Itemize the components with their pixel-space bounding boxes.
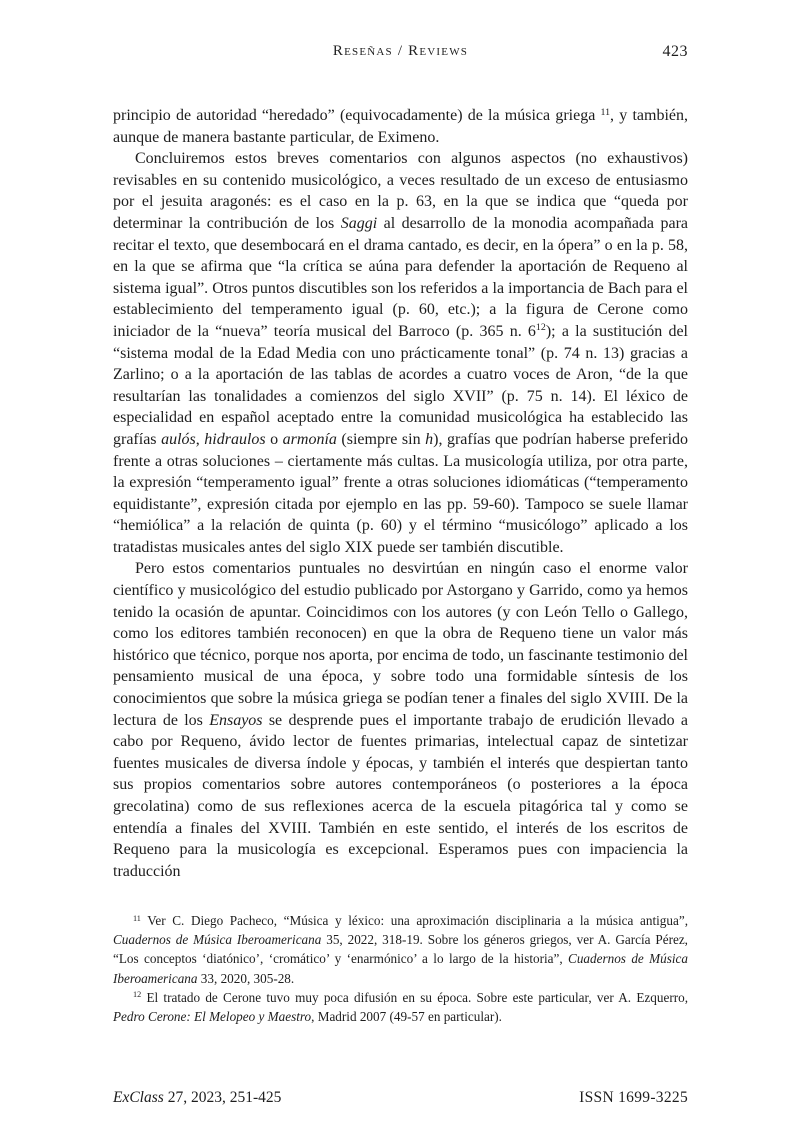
footnote [113, 988, 688, 1026]
journal-citation [113, 1089, 281, 1107]
italic-text: Cuadernos de Música Iberoamericana [113, 951, 688, 986]
paragraph [113, 148, 688, 558]
text-run: Pero estos comentarios puntuales no desvirtúan en ningún caso el enorme valor científico y musicológico del estudio publicado por Astorgano y Garrido, como ya hemos tenido la ocasión de apuntar. Coincidimos con los autores (y con León Tello o Gallego, como los editores también reconocen) en que la obra de Requeno tiene un valor más histórico que técnico, porque nos aporta, por encima de todo, un fascinante testimonio del pensamiento musical de una época, y sobre todo una formidable síntesis de los conocimientos que sobre la música griega se podían tener a finales del siglo XVIII. De la lectura de los [113, 560, 688, 729]
text-run: al desarrollo de la monodia acompañada para recitar el texto, que desembocará en el drama cantado, es decir, en la ópera” o en la p. 58, en la que se afirma que “la crítica se aúna para defender la aportación de Requeno al sistema igual”. Otros puntos discutibles son los referidos a la importancia de Bach para el establecimiento del temperamento igual (p. 60, etc.); a la figura de Cerone como iniciador de la “nueva” teoría musical del Barroco (p. 365 n. 6 [113, 214, 689, 340]
paragraph [113, 105, 688, 148]
text-run: , y también, aunque de manera bastante particular, de Eximeno. [113, 107, 688, 146]
italic-text: Pedro Cerone: El Melopeo y Maestro [113, 1009, 312, 1025]
italic-text: h [425, 430, 434, 448]
italic-text: Saggi [340, 214, 378, 232]
text-run: , Madrid 2007 (49-57 en particular). [311, 1009, 502, 1025]
footnote-ref: 12 [535, 322, 546, 334]
italic-text: ExClass [113, 1089, 164, 1106]
text-run: 35, 2022, 318-19. Sobre los géneros griegos, ver A. García Pérez, “Los conceptos ‘diatónico’, ‘cromático’ y ‘enarmónico’ a lo largo de la historia”, [113, 932, 688, 967]
text-run: 27, 2023, 251-425 [163, 1089, 282, 1106]
running-head: Reseñas / Reviews [332, 43, 469, 59]
italic-text: Ensayos [209, 711, 263, 729]
text-run: ); a la sustitución del “sistema modal de la Edad Media con uno prácticamente tonal” (p. 74 n. 13) gracias a Zarlino; o a la aportación de las tablas de acordes a cuatro voces de Aron, “de la que resultarían las tonalidades a comienzos del siglo XVII” (p. 75 n. 14). El léxico de especialidad en español aceptado entre la comunidad musicológica ha establecido las grafías [113, 322, 689, 448]
text-run: , [195, 430, 205, 448]
italic-text: armonía [282, 430, 337, 448]
page-footer [113, 1089, 688, 1107]
italic-text: hidraulos [204, 430, 266, 448]
footnotes-section [113, 911, 688, 1026]
footnote-ref: 11 [600, 106, 611, 118]
body-text [113, 105, 688, 882]
italic-text: aulós [161, 430, 196, 448]
text-run: El tratado de Cerone tuvo muy poca difusión en su época. Sobre este particular, ver A. Ezquerro, [141, 989, 688, 1005]
footnote [113, 911, 688, 988]
text-run: o [265, 430, 283, 448]
text-run: Ver C. Diego Pacheco, “Música y léxico: una aproximación disciplinaria a la música antigua”, [140, 913, 688, 928]
text-run: se desprende pues el importante trabajo de erudición llevado a cabo por Requeno, ávido lector de fuentes primarias, intelectual capaz de sintetizar fuentes musicales de diversa índole y épocas, y también el interés que despiertan tanto sus propios comentarios sobre autores contemporáneos (o posteriores a la época grecolatina) como de sus reflexiones acerca de la escuela pitagórica tal y como se entendía a finales del XVIII. También en este sentido, el interés de los escritos de Requeno para la musicología es excepcional. Esperamos pues con impaciencia la traducción [113, 711, 688, 880]
text-run: 33, 2020, 305-28. [197, 970, 295, 986]
text-run: (siempre sin [336, 430, 426, 448]
text-run: Concluiremos estos breves comentarios con algunos aspectos (no exhaustivos) revisables en su contenido musicológico, a veces resultado de un exceso de entusiasmo por el jesuita aragonés: es el caso en la p. 63, en la que se indica que “queda por determinar la contribución de los [113, 150, 688, 232]
footnote-ref: 12 [133, 990, 142, 1000]
footnote-ref: 11 [133, 913, 141, 923]
paragraph [113, 558, 688, 882]
text-run: ), grafías que podrían haberse preferido frente a otras soluciones – ciertamente más cultas. La musicología utiliza, por otra parte, la expresión “temperamento igual” frente a otras soluciones idiomáticas (“temperamento equidistante”, expresión citada por ejemplo en las pp. 59-60). Tampoco se suele llamar “hemiólica” a la relación de quinta (p. 60) y el término “musicólogo” aplicado a los tratadistas musicales antes del siglo XIX puede ser también discutible. [113, 430, 689, 556]
issn: ISSN 1699-3225 [579, 1089, 688, 1106]
page-number: 423 [662, 43, 688, 60]
italic-text: Cuadernos de Música Iberoamericana [113, 932, 322, 948]
text-run: principio de autoridad “heredado” (equivocadamente) de la música griega [113, 107, 601, 124]
page-header [113, 43, 688, 63]
